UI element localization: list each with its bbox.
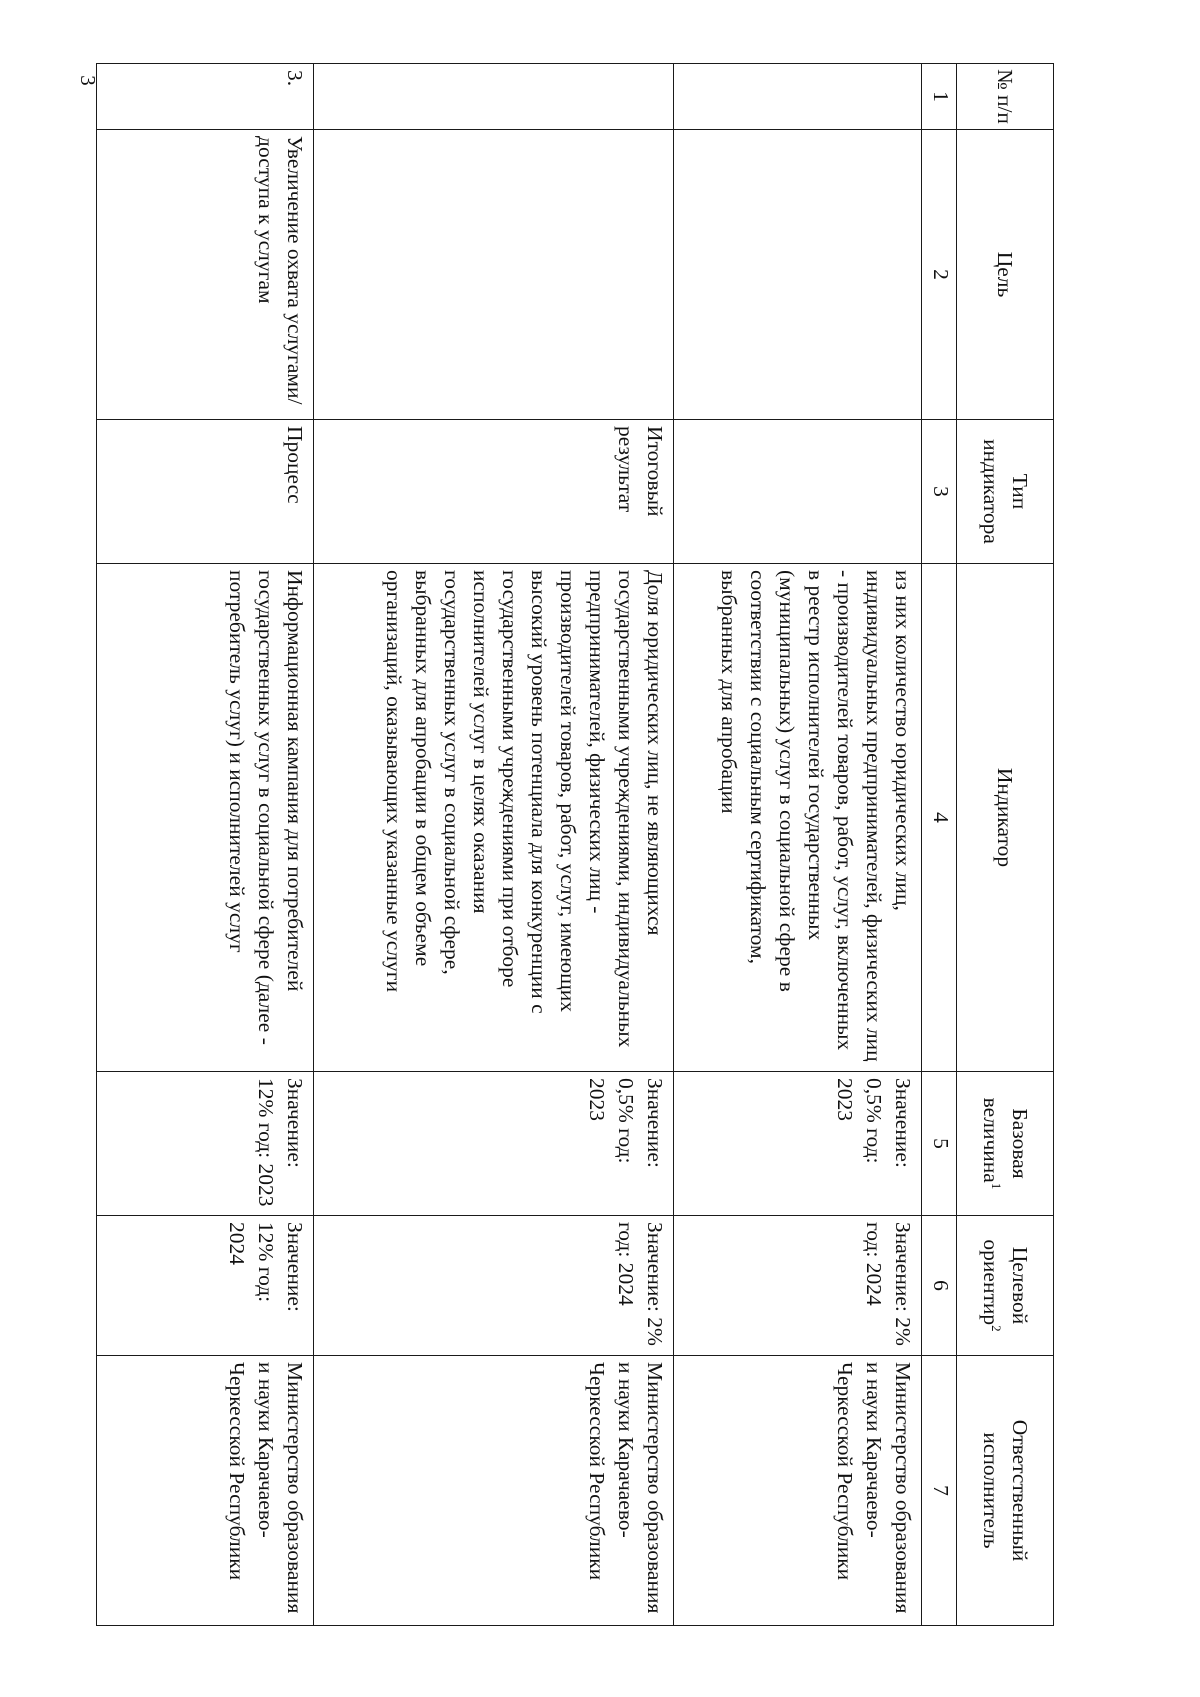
header-base-label: Базовая величина — [979, 1097, 1032, 1183]
column-number: 3 — [922, 420, 957, 564]
cell-type: Процесс — [97, 420, 314, 564]
cell-num — [314, 64, 674, 130]
cell-goal — [674, 130, 922, 420]
header-executor: Ответственный исполнитель — [957, 1356, 1054, 1626]
cell-type — [674, 420, 922, 564]
cell-indicator: из них количество юридических лиц, индивидуальных предпринимателей, физических лиц - производителей товаров, работ, услуг, включенных в реестр исполнителей государственных (муниципальных) услуг в социальной сфере в соответствии с социальным сертификатом, выбранных для апробации — [674, 564, 922, 1072]
table-row — [674, 64, 922, 1626]
footnote-ref-2: 2 — [989, 1325, 1005, 1332]
cell-num — [674, 64, 922, 130]
header-type: Тип индикатора — [957, 420, 1054, 564]
header-indicator: Индикатор — [957, 564, 1054, 1072]
footnote-ref-1: 1 — [989, 1182, 1005, 1190]
cell-indicator: Доля юридических лиц, не являющихся государственными учреждениями, индивидуальных предпринимателей, физических лиц - производителей товаров, работ, услуг, имеющих высокий уровень потенциала для конкуренции с государственными учреждениями при отборе исполнителей услуг в целях оказания государственных услуг в социальной сфере, выбранных для апробации в общем объеме организаций, оказывающих указанные услуги — [314, 564, 674, 1072]
column-number: 5 — [922, 1072, 957, 1216]
header-num: № п/п — [957, 64, 1054, 130]
cell-type: Итоговый результат — [314, 420, 674, 564]
cell-goal — [314, 130, 674, 420]
indicator-table — [96, 63, 1054, 1626]
column-number: 6 — [922, 1216, 957, 1356]
column-number: 1 — [922, 64, 957, 130]
cell-goal: Увеличение охвата услугами/доступа к услугам — [97, 130, 314, 420]
cell-target: Значение: 2% год: 2024 — [314, 1216, 674, 1356]
header-base — [957, 1072, 1054, 1216]
header-goal: Цель — [957, 130, 1054, 420]
column-number: 4 — [922, 564, 957, 1072]
cell-base: Значение: 12% год: 2023 — [97, 1072, 314, 1216]
table-row — [97, 64, 314, 1626]
table-row — [314, 64, 674, 1626]
cell-executor: Министерство образования и науки Карачаево-Черкесской Республики — [314, 1356, 674, 1626]
cell-executor: Министерство образования и науки Карачаево-Черкесской Республики — [674, 1356, 922, 1626]
page-number: 3 — [75, 75, 100, 86]
cell-target: Значение: 12% год: 2024 — [97, 1216, 314, 1356]
column-number: 2 — [922, 130, 957, 420]
cell-num: 3. — [97, 64, 314, 130]
column-number: 7 — [922, 1356, 957, 1626]
column-number-row — [922, 64, 957, 1626]
cell-executor: Министерство образования и науки Карачаево-Черкесской Республики — [97, 1356, 314, 1626]
cell-base: Значение: 0,5% год: 2023 — [674, 1072, 922, 1216]
indicator-table-container — [96, 63, 1054, 1625]
cell-indicator: Информационная кампания для потребителей государственных услуг в социальной сфере (далее - потребитель услуг) и исполнителей услуг — [97, 564, 314, 1072]
table-header-row — [957, 64, 1054, 1626]
cell-base: Значение: 0,5% год: 2023 — [314, 1072, 674, 1216]
header-target-label: Целевой ориентир — [979, 1239, 1032, 1326]
cell-target: Значение: 2% год: 2024 — [674, 1216, 922, 1356]
header-target — [957, 1216, 1054, 1356]
